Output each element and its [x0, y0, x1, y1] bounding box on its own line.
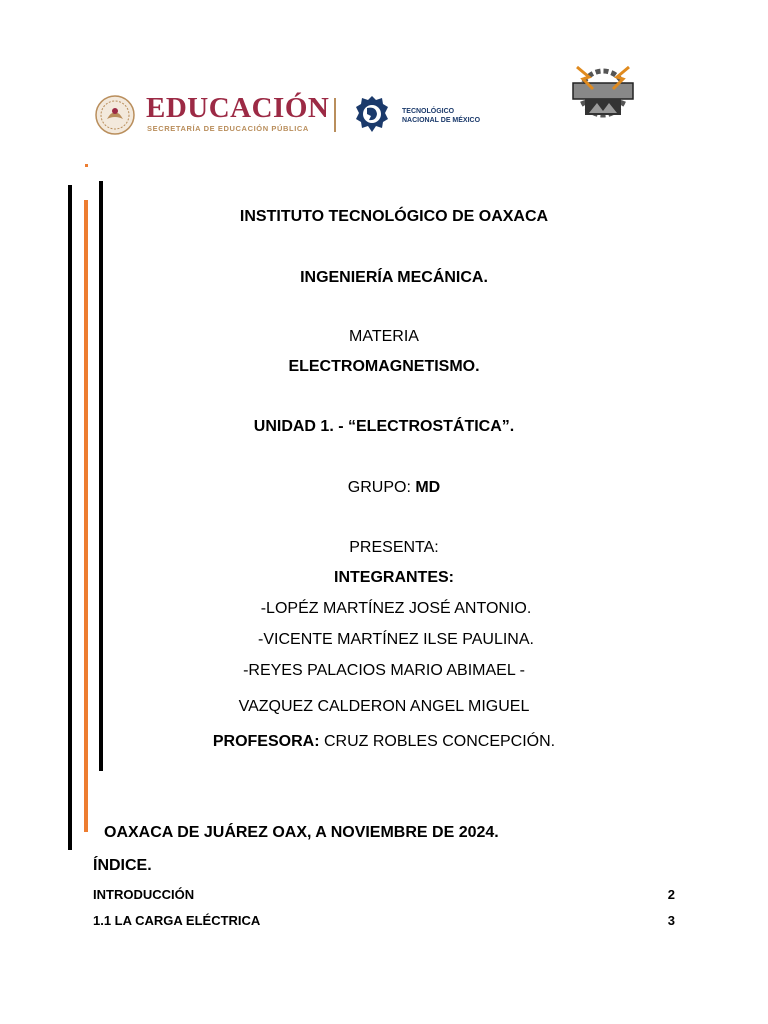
group-line	[10, 479, 768, 497]
sep-logo-subtitle: SECRETARÍA DE EDUCACIÓN PÚBLICA	[147, 124, 309, 133]
place-date: OAXACA DE JUÁREZ OAX, A NOVIEMBRE DE 2024.	[104, 824, 499, 841]
sep-seal-icon	[95, 95, 135, 135]
index-title: ÍNDICE.	[93, 857, 152, 874]
institution-name: INSTITUTO TECNOLÓGICO DE OAXACA	[239, 208, 549, 225]
toc-entry-label: INTRODUCCIÓN	[93, 887, 195, 902]
member-2: -VICENTE MARTÍNEZ ILSE PAULINA.	[258, 631, 534, 648]
professor-line	[0, 733, 768, 751]
tecnm-gear-icon	[354, 94, 390, 136]
tecnm-logo-line1: TECNOLÓGICO	[402, 108, 455, 115]
toc-entry-label: 1.1 LA CARGA ELÉCTRICA	[93, 913, 261, 928]
member-4: VAZQUEZ CALDERON ANGEL MIGUEL	[238, 698, 530, 715]
ito-crest-icon	[567, 63, 639, 123]
tecnm-logo-text	[402, 107, 482, 125]
members-label: INTEGRANTES:	[334, 569, 454, 586]
presents-label: PRESENTA:	[349, 539, 439, 556]
career-name: INGENIERÍA MECÁNICA.	[300, 269, 488, 286]
member-1: -LOPÉZ MARTÍNEZ JOSÉ ANTONIO.	[260, 600, 532, 617]
toc-entry[interactable]	[93, 887, 675, 902]
sep-logo-wordmark: EDUCACIÓN	[146, 92, 330, 124]
group-label: GRUPO:	[347, 479, 416, 496]
subject-name: ELECTROMAGNETISMO.	[288, 358, 480, 375]
toc-entry[interactable]	[93, 913, 675, 928]
tecnm-logo-line2: NACIONAL DE MÉXICO	[402, 117, 481, 124]
toc-entry-page: 3	[667, 913, 675, 928]
subject-label: MATERIA	[349, 328, 419, 345]
professor-name: CRUZ ROBLES CONCEPCIÓN.	[319, 733, 556, 750]
logo-divider	[334, 98, 336, 132]
professor-label: PROFESORA:	[212, 733, 320, 750]
member-3: -REYES PALACIOS MARIO ABIMAEL -	[243, 662, 525, 679]
group-value: MD	[415, 479, 441, 496]
toc-entry-page: 2	[667, 887, 675, 902]
unit-title: UNIDAD 1. - “ELECTROSTÁTICA”.	[253, 418, 515, 435]
margin-bar-orange-dot	[85, 164, 88, 167]
